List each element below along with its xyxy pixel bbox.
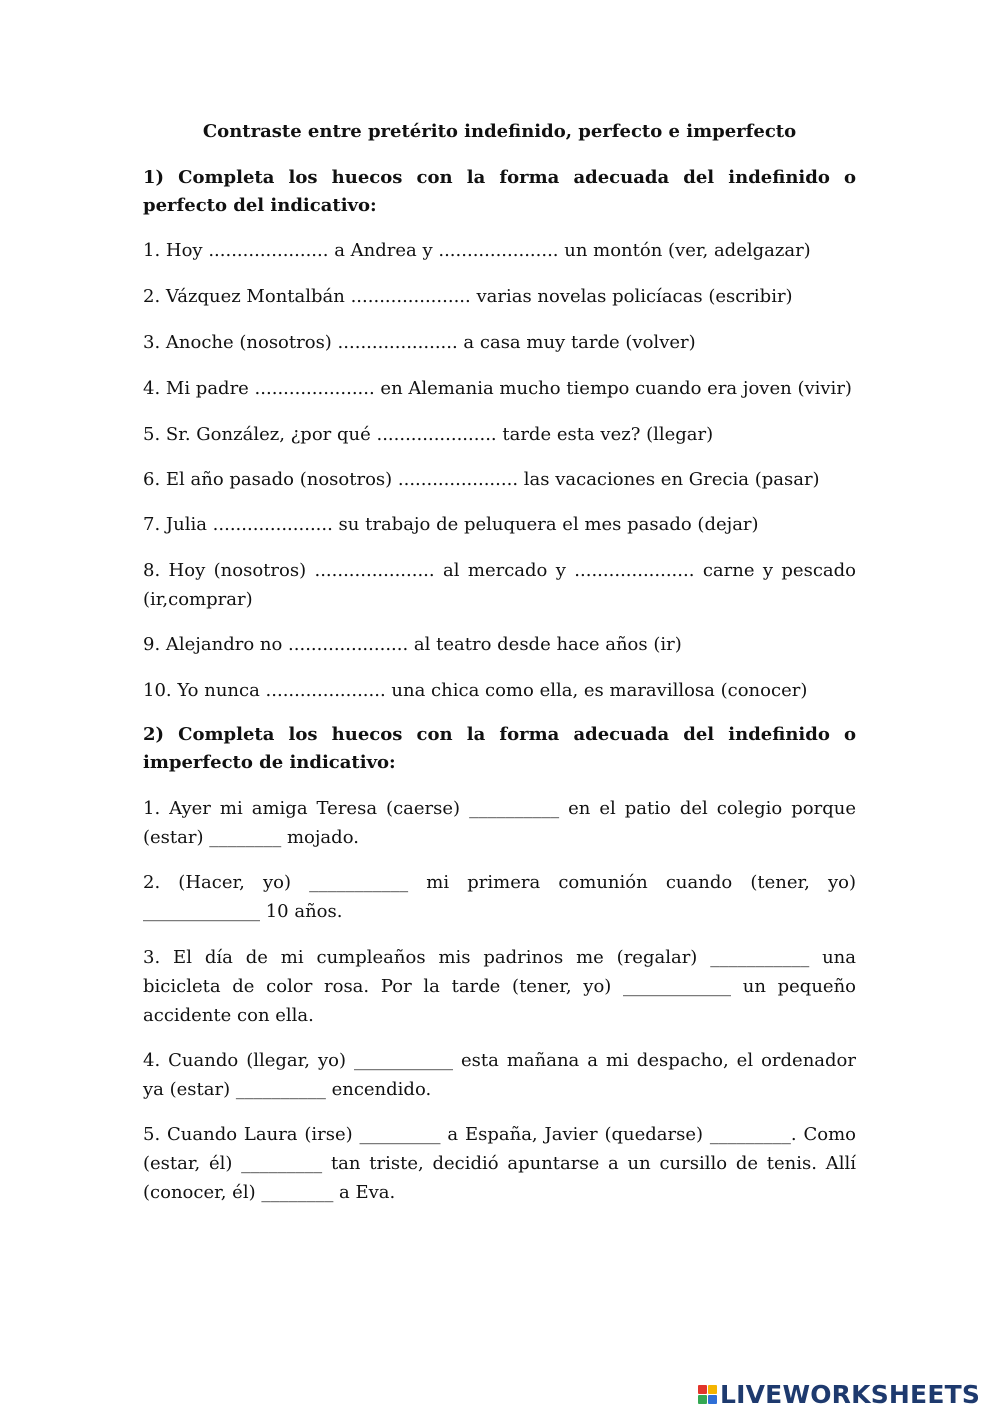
logo-square <box>708 1385 717 1394</box>
exercise-1-item: 1. Hoy ..................... a Andrea y ..................... un montón (ver, adelgazar) <box>143 240 811 261</box>
exercise-1-item: 3. Anoche (nosotros) ..................... a casa muy tarde (volver) <box>143 332 696 353</box>
exercise-1-item: 5. Sr. González, ¿por qué ..................... tarde esta vez? (llegar) <box>143 424 714 445</box>
exercise-1-item: 10. Yo nunca ..................... una chica como ella, es maravillosa (conocer) <box>143 680 808 701</box>
exercise-2-item: 2. (Hacer, yo) ___________ mi primera comunión cuando (tener, yo) _____________ 10 años. <box>143 872 856 922</box>
worksheet-title: Contraste entre pretérito indefinido, perfecto e imperfecto <box>202 121 797 142</box>
exercise-2-item: 5. Cuando Laura (irse) _________ a España, Javier (quedarse) _________. Como (estar, él) _________ tan triste, decidió apuntarse a un cursillo de tenis. Allí (conocer, él) ________ a Eva. <box>143 1124 856 1203</box>
logo-square <box>698 1395 707 1404</box>
logo-mark-icon <box>698 1385 717 1404</box>
logo-square <box>698 1385 707 1394</box>
section-1-heading: 1) Completa los huecos con la forma adecuada del indefinido o perfecto del indicativo: <box>143 167 856 216</box>
exercise-1-item: 6. El año pasado (nosotros) ..................... las vacaciones en Grecia (pasar) <box>143 469 820 490</box>
section-2-heading: 2) Completa los huecos con la forma adecuada del indefinido o imperfecto de indicativo: <box>143 724 856 773</box>
exercise-1-item: 8. Hoy (nosotros) ..................... al mercado y ..................... carne y pescado (ir,comprar) <box>143 560 856 610</box>
exercise-1-item: 9. Alejandro no ..................... al teatro desde hace años (ir) <box>143 634 682 655</box>
exercise-1-item: 2. Vázquez Montalbán ..................... varias novelas policíacas (escribir) <box>143 286 793 307</box>
liveworksheets-logo[interactable] <box>698 1379 980 1409</box>
logo-text: LIVEWORKSHEETS <box>720 1379 981 1409</box>
exercise-2-item: 1. Ayer mi amiga Teresa (caerse) __________ en el patio del colegio porque (estar) ________ mojado. <box>143 798 856 848</box>
logo-square <box>708 1395 717 1404</box>
exercise-1-item: 4. Mi padre ..................... en Alemania mucho tiempo cuando era joven (vivir) <box>143 378 852 399</box>
exercise-2-item: 3. El día de mi cumpleaños mis padrinos me (regalar) ___________ una bicicleta de color rosa. Por la tarde (tener, yo) ____________ un pequeño accidente con ella. <box>143 947 856 1026</box>
exercise-2-item: 4. Cuando (llegar, yo) ___________ esta mañana a mi despacho, el ordenador ya (estar) __________ encendido. <box>143 1050 856 1100</box>
exercise-1-item: 7. Julia ..................... su trabajo de peluquera el mes pasado (dejar) <box>143 514 759 535</box>
